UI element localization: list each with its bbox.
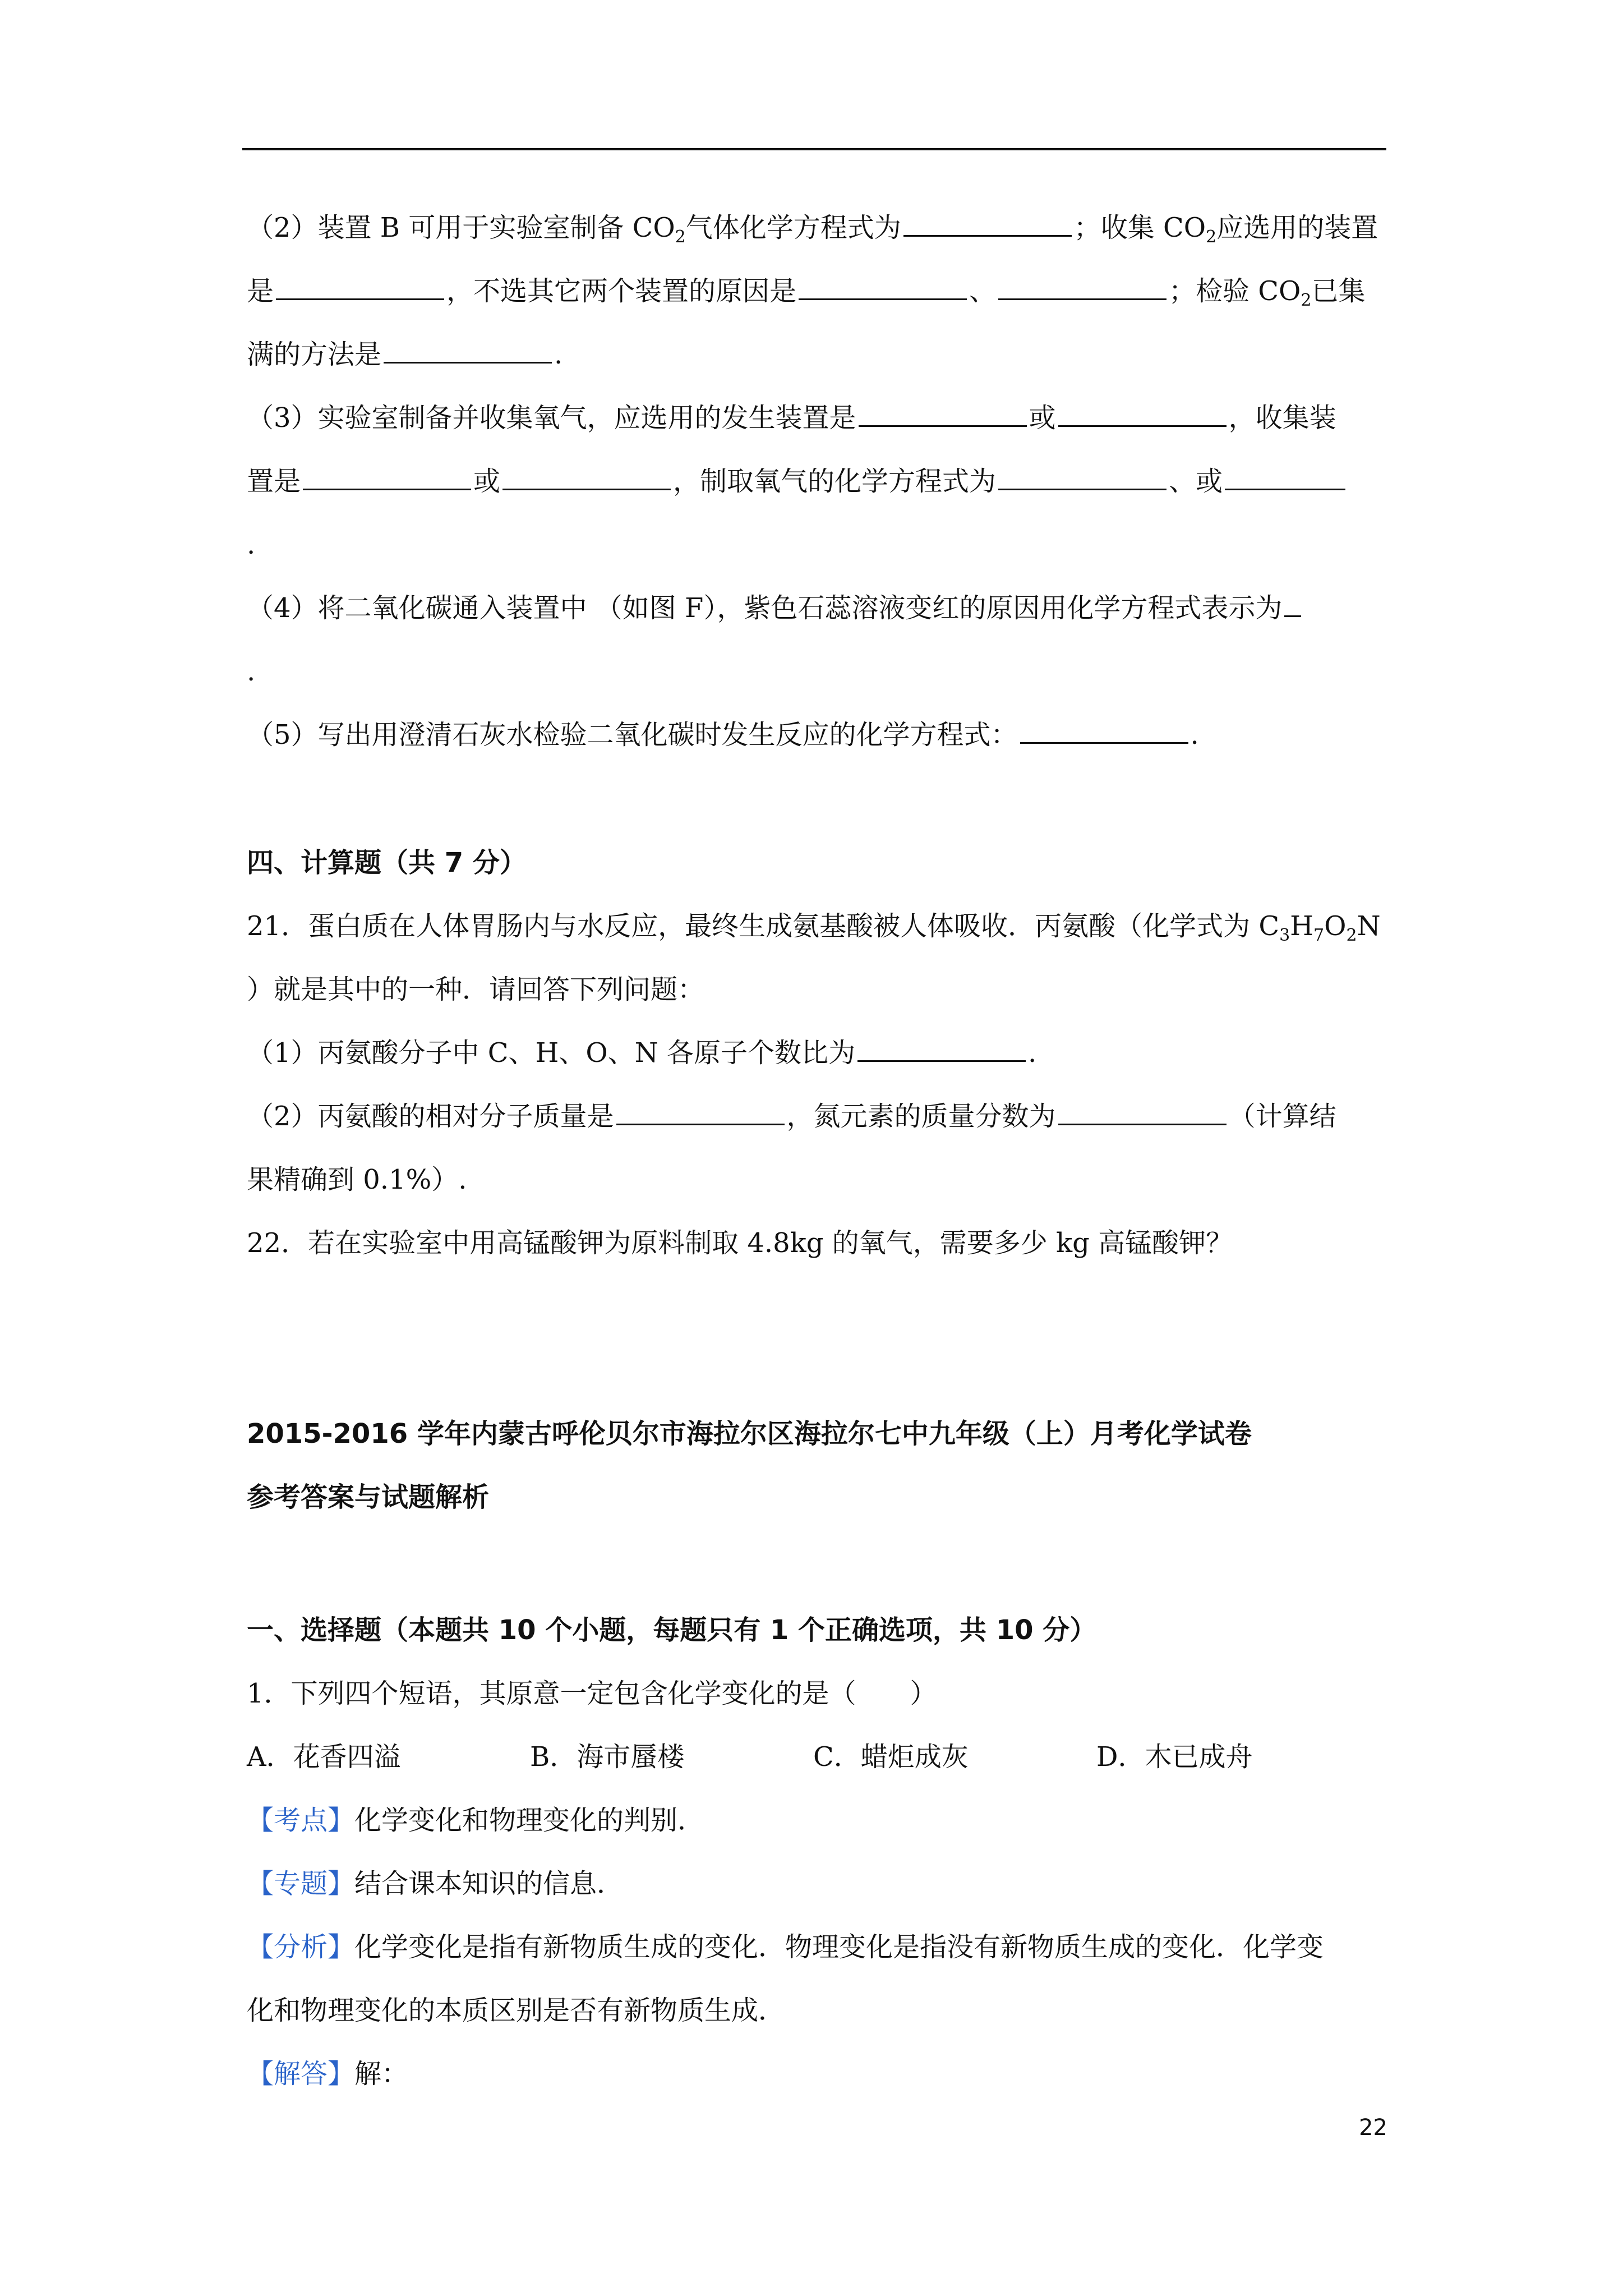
answer-blank[interactable] [1058, 1094, 1227, 1125]
q20-part2-line3: 满的方法是 . [247, 323, 1388, 386]
page-number: 22 [1359, 2115, 1387, 2141]
answer-blank[interactable] [998, 459, 1166, 490]
q21-part1: （1）丙氨酸分子中 C、H、O、N 各原子个数比为 . [247, 1022, 1388, 1085]
answer-title: 2015-2016 学年内蒙古呼伦贝尔市海拉尔区海拉尔七中九年级（上）月考化学试卷 [247, 1418, 1252, 1450]
q20-part2-line1: （2）装置 B 可用于实验室制备 $CO_2$气体化学方程式为 ；收集 $CO_2$应选用的装置 [247, 196, 1388, 260]
answer-blank[interactable] [1058, 396, 1227, 427]
option-d[interactable]: D．木已成舟 [1096, 1741, 1253, 1773]
header-rule [242, 148, 1386, 150]
answer-subtitle: 参考答案与试题解析 [247, 1481, 490, 1513]
answer-blank[interactable] [616, 1094, 785, 1125]
q20-part4-line2: . [247, 656, 256, 687]
q1-stem: 1．下列四个短语，其原意一定包含化学变化的是（ ） [247, 1678, 937, 1709]
answer-blank[interactable] [857, 1031, 1026, 1062]
q20-part3-line3: . [247, 529, 256, 560]
q20-part4-line1: （4）将二氧化碳通入装置中 （如图 F），紫色石蕊溶液变红的原因用化学方程式表示为 [247, 577, 1388, 640]
answer-blank[interactable] [1225, 459, 1345, 490]
q20-part5: （5）写出用澄清石灰水检验二氧化碳时发生反应的化学方程式： . [247, 703, 1388, 767]
q20-part3-line1: （3）实验室制备并收集氧气，应选用的发生装置是 或 ，收集装 [247, 386, 1388, 450]
fenxi-line2: 化和物理变化的本质区别是否有新物质生成． [247, 1995, 786, 2026]
q1-options [247, 1726, 1388, 1789]
q21-stem-line1: 21．蛋白质在人体胃肠内与水反应，最终生成氨基酸被人体吸收．丙氨酸（化学式为 $C_3H_7O_2N$ [247, 910, 1381, 945]
q20-part2-line2: 是 ，不选其它两个装置的原因是 、 ；检验 $CO_2$已集 [247, 260, 1388, 323]
section-heading: 一、选择题（本题共 10 个小题，每题只有 1 个正确选项，共 10 分） [247, 1614, 1097, 1646]
answer-blank[interactable] [303, 459, 471, 490]
answer-blank[interactable] [799, 269, 967, 300]
q22-stem: 22．若在实验室中用高锰酸钾为原料制取 4.8kg 的氧气，需要多少 kg 高锰酸钾？ [247, 1227, 1233, 1259]
answer-blank[interactable] [859, 396, 1027, 427]
kaodian-tag: 【考点】 [247, 1805, 355, 1836]
answer-blank[interactable] [1020, 713, 1188, 744]
fenxi-line1: 【分析】化学变化是指有新物质生成的变化．物理变化是指没有新物质生成的变化．化学变 [247, 1931, 1324, 1963]
answer-blank[interactable] [384, 333, 552, 364]
q21-stem-line2: ）就是其中的一种．请回答下列问题： [247, 974, 705, 1005]
section-heading: 四、计算题（共 7 分） [247, 847, 527, 878]
q21-part2-line1: （2）丙氨酸的相对分子质量是 ，氮元素的质量分数为 （计算结 [247, 1085, 1388, 1148]
q20-part3-line2: 置是 或 ，制取氧气的化学方程式为 、或 [247, 450, 1388, 513]
option-c[interactable]: C．蜡炬成灰 [813, 1741, 969, 1773]
zhuanti-line: 【专题】结合课本知识的信息． [247, 1868, 624, 1899]
answer-blank[interactable] [502, 459, 671, 490]
answer-blank[interactable] [276, 269, 444, 300]
answer-blank[interactable] [1284, 586, 1301, 617]
option-b[interactable]: B．海市蜃楼 [530, 1741, 685, 1773]
zhuanti-tag: 【专题】 [247, 1868, 355, 1899]
q21-part2-line2: 果精确到 0.1%）. [247, 1164, 467, 1195]
jieda-line: 【解答】解： [247, 2058, 409, 2090]
option-a[interactable]: A．花香四溢 [247, 1741, 401, 1773]
jieda-tag: 【解答】 [247, 2058, 355, 2090]
fenxi-tag: 【分析】 [247, 1931, 355, 1963]
answer-blank[interactable] [998, 269, 1166, 300]
kaodian-line: 【考点】化学变化和物理变化的判别． [247, 1805, 705, 1836]
answer-blank[interactable] [903, 206, 1072, 237]
